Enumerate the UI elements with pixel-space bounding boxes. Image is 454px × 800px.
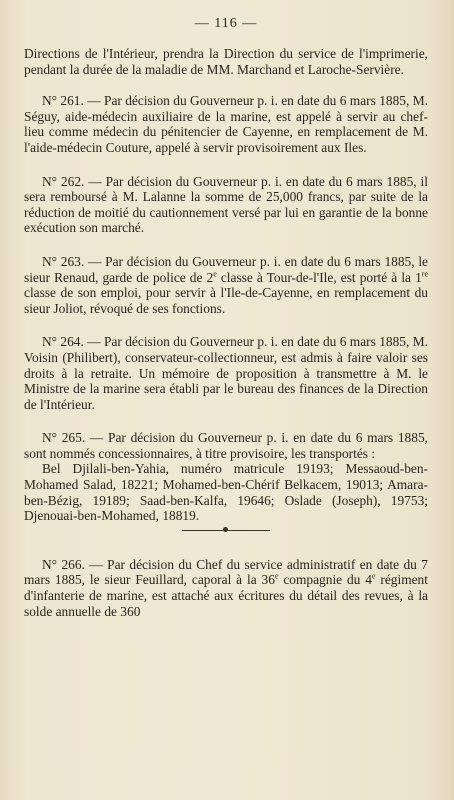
paragraph-266-text-a: N° 266. — Par décision du Chef du service administratif en date du 7 mars 1885, le sieur Feuillard, caporal à la 36 [24, 556, 428, 588]
paragraph-266-sup-a: e [274, 571, 279, 581]
paragraph-263-text-b: classe à Tour-de-l'Ile, est porté à la 1 [216, 269, 422, 285]
paragraph-262 [24, 174, 428, 236]
paragraph-262-text: N° 262. — Par décision du Gouverneur p. i. en date du 6 mars 1885, il sera remboursé à M. Lalanne la somme de 25,000 francs, par suite de la réduction de moitié du cautionnement versé par lui en garantie de la bonne exécution son marché. [24, 173, 428, 236]
page-number: — 116 — [194, 16, 258, 31]
paragraph-266-sup-b: e [371, 571, 376, 581]
paragraph-263-text-a: N° 263. — Par décision du Gouverneur p. i. en date du 6 mars 1885, le sieur Renaud, garde de police de 2 [24, 253, 428, 285]
paragraph-266-text-b: compagnie du 4 [278, 572, 372, 588]
paragraph-263-sup-b: re [421, 269, 428, 279]
paragraph-261 [24, 93, 428, 155]
paragraph-261-text: N° 261. — Par décision du Gouverneur p. i. en date du 6 mars 1885, M. Séguy, aide-médecin auxiliaire de la marine, est appelé à servir au chef-lieu comme médecin du pénitencier de Cayenne, en remplacement de M. l'aide-médecin Couture, appelé à servir provisoirement aux Iles. [24, 93, 428, 155]
paragraph-263-sup-a: e [213, 269, 217, 279]
paragraph-265 [24, 430, 428, 524]
section-divider [182, 530, 270, 531]
paragraph-264 [24, 334, 428, 412]
paragraph-264-text: N° 264. — Par décision du Gouverneur p. i. en date du 6 mars 1885, M. Voisin (Philibert), conservateur-collectionneur, est admis à faire valoir ses droits à la retraite. Un mémoire de proposition à transmettre à M. le Ministre de la marine sera établi par le bureau des finances de la Direction de l'Intérieur. [24, 334, 428, 412]
paragraph-266-text-c: régiment d'infanterie de marine, est attaché aux écritures du détail des revues, à la solde annuelle de 360 [24, 572, 428, 619]
paragraph-265-text: N° 265. — Par décision du Gouverneur p. i. en date du 6 mars 1885, sont nommés concessionnaires, à titre provisoire, les transportés : [24, 430, 428, 461]
paragraph-continuation: Directions de l'Intérieur, prendra la Direction du service de l'imprimerie, pendant la durée de la maladie de MM. Marchand et Laroche-Servière. [24, 46, 428, 77]
paragraph-266 [24, 557, 428, 619]
paragraph-263 [24, 254, 428, 316]
paragraph-263-text-c: classe de son emploi, pour servir à l'Ile-de-Cayenne, en remplacement du sieur Joliot, révoqué de ses fonctions. [24, 285, 428, 316]
paragraph-265-list: Bel Djilali-ben-Yahia, numéro matricule 19193; Messaoud-ben-Mohamed Salad, 18221; Mohamed-ben-Chérif Belkacem, 19013; Amara-ben-Bézig, 19189; Saad-ben-Kalfa, 19646; Oslade (Joseph), 19753; Djenouai-ben-Mohamed, 18819. [24, 461, 428, 524]
